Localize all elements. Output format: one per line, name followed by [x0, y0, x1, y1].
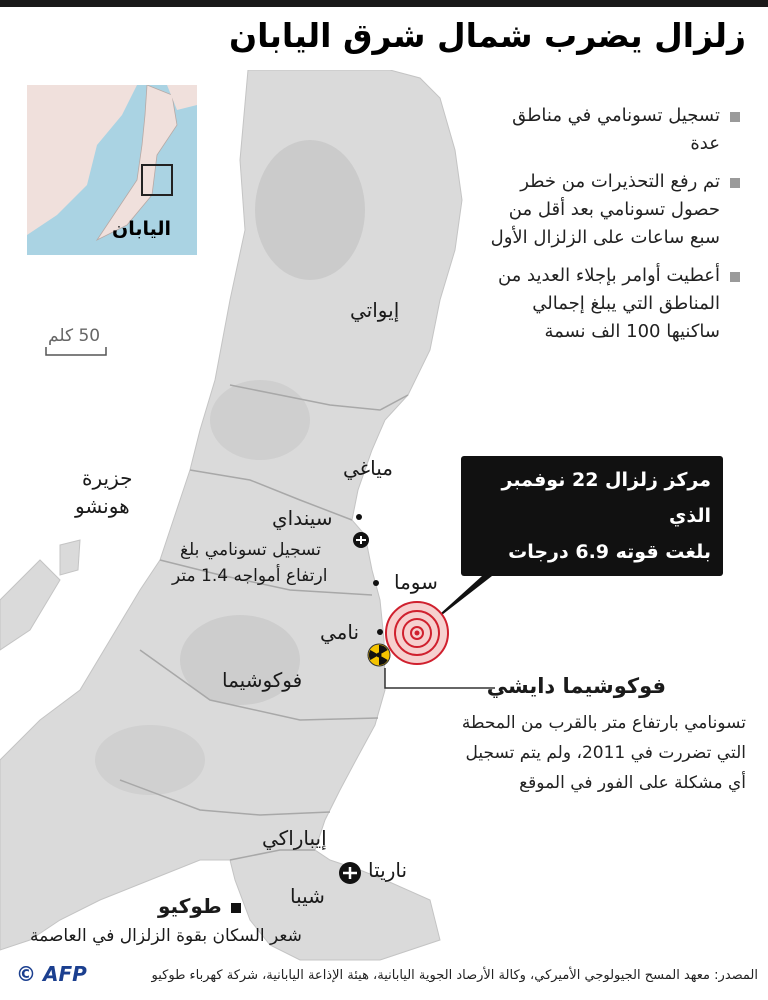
region-fukushima: فوكوشيما: [222, 668, 303, 692]
epicenter-callout: [461, 456, 723, 599]
bullet-item: أعطيت أوامر بإجلاء العديد من المناطق التي يبلغ إجمالي ساكنيها 100 الف نسمة: [478, 262, 740, 346]
tokyo-note: شعر السكان بقوة الزلزال في العاصمة: [30, 926, 302, 946]
bullet-item: تسجيل تسونامي في مناطق عدة: [478, 102, 740, 158]
epicenter-line2: بلغت قوته 6.9 درجات: [508, 541, 711, 563]
inset-japan-label: اليابان: [112, 218, 172, 240]
epicenter-line1: مركز زلزال 22 نوفمبر الذي: [501, 469, 711, 527]
page-title: زلزال يضرب شمال شرق اليابان: [228, 16, 746, 55]
daiichi-title: فوكوشيما دايشي: [486, 674, 666, 698]
city-tokyo: طوكيو: [158, 894, 222, 918]
sendai-tsunami-line1: تسجيل تسونامي بلغ: [180, 540, 321, 560]
city-narita: ناريتا: [368, 858, 408, 882]
top-bar: [0, 0, 768, 7]
scale-label: 50 كلم: [48, 326, 101, 346]
region-miyagi: مياغي: [343, 456, 393, 480]
daiichi-description: تسونامي بارتفاع متر بالقرب من المحطة التي تضررت في 2011، ولم يتم تسجيل أي مشكلة على الفور في الموقع: [461, 713, 746, 793]
city-sendai: سينداي: [272, 506, 333, 530]
region-honshu-line1: جزيرة: [82, 466, 133, 490]
bullet-list: [478, 102, 740, 356]
city-namie: نامي: [320, 620, 360, 644]
narita-airport-icon: [339, 862, 361, 884]
region-iwate: إيواتي: [350, 298, 400, 322]
region-ibaraki: إيباراكي: [262, 826, 327, 850]
sendai-dot: [356, 514, 362, 520]
epicenter-line3: على عمق 25 كلم: [548, 577, 711, 599]
source-note: المصدر: معهد المسح الجيولوجي الأميركي، وكالة الأرصاد الجوية اليابانية، هيئة الإذاعة اليابانية، شركة كهرباء طوكيو: [151, 968, 758, 983]
namie-dot: [377, 629, 383, 635]
sendai-tsunami-line2: ارتفاع أمواجه 1.4 متر: [172, 566, 328, 586]
epicenter-marker: [386, 602, 448, 664]
nuclear-plant-icon: [368, 644, 390, 666]
region-honshu-line2: هونشو: [75, 494, 130, 518]
city-soma: سوما: [394, 570, 438, 594]
sendai-airport-icon: [353, 532, 369, 548]
region-chiba: شيبا: [290, 884, 325, 908]
afp-logo: © AFP: [16, 962, 87, 986]
tokyo-marker: [231, 903, 241, 913]
soma-dot: [373, 580, 379, 586]
bullet-item: تم رفع التحذيرات من خطر حصول تسونامي بعد أقل من سبع ساعات على الزلزال الأول: [478, 168, 740, 252]
